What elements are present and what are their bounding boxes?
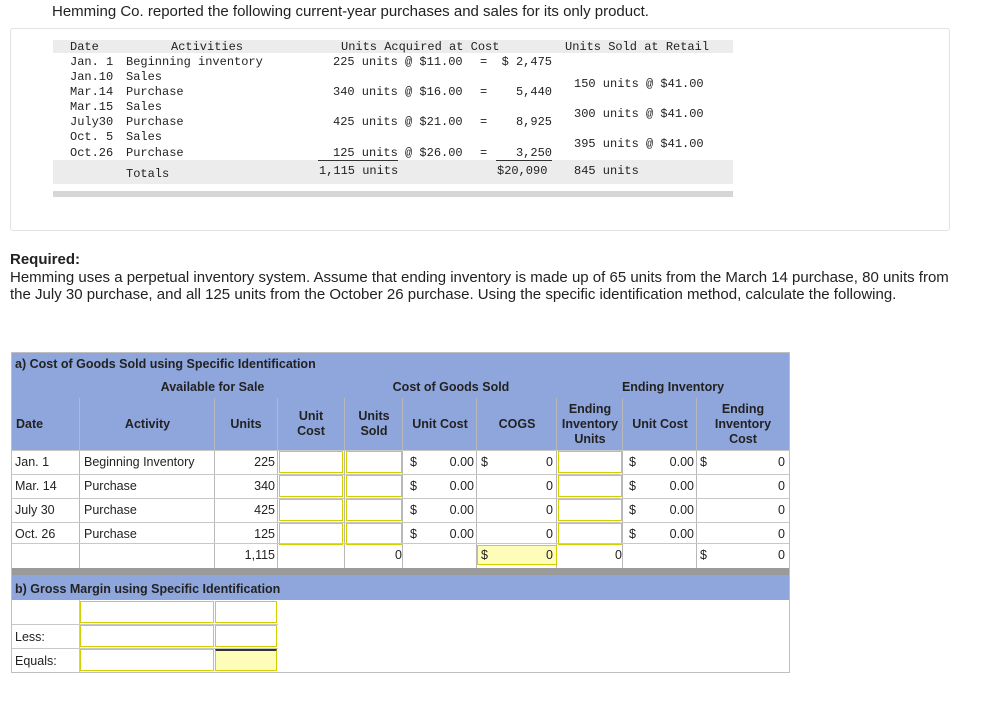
given-row-date: July30 xyxy=(70,115,114,129)
row-cogs: 0 xyxy=(546,479,553,493)
total-cogs: 0 xyxy=(546,548,553,562)
given-bottom-band xyxy=(53,191,733,197)
col-header-units-sold: Units Sold xyxy=(358,409,390,438)
required-section xyxy=(10,251,960,304)
section-separator xyxy=(12,568,789,575)
ending-units-input[interactable] xyxy=(558,475,622,497)
given-row-date: Oct.26 xyxy=(70,146,114,160)
unit-cost-input[interactable] xyxy=(279,523,343,545)
ending-units-input[interactable] xyxy=(558,499,622,521)
cogs-currency: $ xyxy=(481,455,488,469)
group-ending-inventory: Ending Inventory xyxy=(621,380,725,394)
row-date: July 30 xyxy=(15,503,55,517)
row-activity: Purchase xyxy=(84,503,137,517)
ending-cost-currency: $ xyxy=(700,455,707,469)
given-totals-cost: $20,090 xyxy=(497,164,548,178)
units-sold-input[interactable] xyxy=(346,475,402,497)
given-row-date: Jan. 1 xyxy=(70,55,114,69)
given-row-date: Mar.14 xyxy=(70,85,114,99)
gross-margin-label-2-input[interactable] xyxy=(80,625,214,647)
given-row-total: $ 2,475 xyxy=(501,55,552,69)
cogs-unit-cost-currency: $ xyxy=(410,527,417,541)
ending-unit-cost-currency: $ xyxy=(629,527,636,541)
given-row-date: Jan.10 xyxy=(70,70,114,84)
col-header-unit-cost: Unit Cost xyxy=(297,409,325,438)
group-cost-of-goods-sold: Cost of Goods Sold xyxy=(392,380,510,394)
given-row-acquired: 425 units @ $21.00 xyxy=(333,115,463,129)
ending-unit-cost-currency: $ xyxy=(629,455,636,469)
given-totals-sold: 845 units xyxy=(574,164,639,178)
col-header-cogs: COGS xyxy=(498,416,536,431)
row-activity: Purchase xyxy=(84,527,137,541)
col-header-ending-unit-cost: Unit Cost xyxy=(632,416,688,431)
group-available-for-sale: Available for Sale xyxy=(160,380,265,394)
ending-unit-cost: 0.00 xyxy=(669,455,694,469)
gross-margin-amount-1-input[interactable] xyxy=(215,601,277,623)
total-ending-cost-currency: $ xyxy=(700,548,707,562)
given-row-acquired: 340 units @ $16.00 xyxy=(333,85,463,99)
row-ending-cost: 0 xyxy=(778,527,785,541)
cogs-unit-cost-currency: $ xyxy=(410,479,417,493)
totals-row-top xyxy=(12,543,789,544)
total-units: 1,115 xyxy=(244,548,275,562)
col-header-units: Units xyxy=(230,416,262,431)
given-underline-cost xyxy=(496,160,552,161)
row-units: 225 xyxy=(254,455,275,469)
ending-units-input[interactable] xyxy=(558,451,622,473)
cogs-unit-cost: 0.00 xyxy=(449,527,474,541)
units-sold-input[interactable] xyxy=(346,499,402,521)
required-label: Required: xyxy=(10,251,81,268)
given-underline-units xyxy=(318,160,398,161)
row-date: Oct. 26 xyxy=(15,527,56,541)
row-ending-cost: 0 xyxy=(778,479,785,493)
gross-margin-amount-2-input[interactable] xyxy=(215,625,277,647)
row-ending-cost: 0 xyxy=(778,455,785,469)
part-a-title: a) Cost of Goods Sold using Specific Identification xyxy=(15,357,316,371)
given-header-sold: Units Sold at Retail xyxy=(565,40,710,54)
cogs-unit-cost: 0.00 xyxy=(449,455,474,469)
given-row-date: Mar.15 xyxy=(70,100,114,114)
row-date: Mar. 14 xyxy=(15,479,57,493)
row-units: 340 xyxy=(254,479,275,493)
gross-margin-label-1-input[interactable] xyxy=(80,601,214,623)
ending-units-input[interactable] xyxy=(558,523,622,545)
given-row-activity: Purchase xyxy=(126,115,184,129)
part-b-title: b) Gross Margin using Specific Identification xyxy=(15,582,281,596)
given-row-equals: = xyxy=(480,55,488,69)
ending-unit-cost: 0.00 xyxy=(669,527,694,541)
given-row-sold: 395 units @ $41.00 xyxy=(574,137,704,151)
given-row-date: Oct. 5 xyxy=(70,130,114,144)
given-header-activities: Activities xyxy=(171,40,244,54)
col-header-ending-cost: Ending Inventory Cost xyxy=(714,401,772,446)
row-cogs: 0 xyxy=(546,527,553,541)
ending-unit-cost-currency: $ xyxy=(629,479,636,493)
row-cogs: 0 xyxy=(546,455,553,469)
row-units: 125 xyxy=(254,527,275,541)
total-units-sold: 0 xyxy=(395,548,402,562)
total-ending-units: 0 xyxy=(615,548,622,562)
row-date: Jan. 1 xyxy=(15,455,50,469)
col-header-ending-units: Ending Inventory Units xyxy=(561,401,619,446)
row-activity: Purchase xyxy=(84,479,137,493)
given-totals-units: 1,115 units xyxy=(319,164,399,178)
given-header-acquired: Units Acquired at Cost xyxy=(341,40,500,54)
given-row-total: 5,440 xyxy=(515,85,552,99)
cogs-unit-cost-currency: $ xyxy=(410,455,417,469)
col-header-cogs-unit-cost: Unit Cost xyxy=(412,416,468,431)
given-row-sold: 150 units @ $41.00 xyxy=(574,77,704,91)
unit-cost-input[interactable] xyxy=(279,475,343,497)
given-row-acquired: 225 units @ $11.00 xyxy=(333,55,463,69)
units-sold-input[interactable] xyxy=(346,451,402,473)
given-row-sold: 300 units @ $41.00 xyxy=(574,107,704,121)
row-ending-cost: 0 xyxy=(778,503,785,517)
given-row-activity: Beginning inventory xyxy=(126,55,263,69)
cogs-unit-cost-currency: $ xyxy=(410,503,417,517)
given-row-acquired: 125 units @ $26.00 xyxy=(333,146,463,160)
total-cogs-currency: $ xyxy=(481,548,488,562)
equals-label: Equals: xyxy=(15,654,57,668)
given-row-equals: = xyxy=(480,85,488,99)
col-header-date: Date xyxy=(16,416,44,431)
given-row-total: 3,250 xyxy=(515,146,552,160)
unit-cost-input[interactable] xyxy=(279,451,343,473)
units-sold-input[interactable] xyxy=(346,523,402,545)
row-cogs: 0 xyxy=(546,503,553,517)
ending-unit-cost: 0.00 xyxy=(669,503,694,517)
given-header-date: Date xyxy=(70,40,99,54)
given-row-equals: = xyxy=(480,115,488,129)
intro-text: Hemming Co. reported the following current-year purchases and sales for its only product. xyxy=(52,3,649,20)
given-row-equals: = xyxy=(480,146,488,160)
ending-unit-cost-currency: $ xyxy=(629,503,636,517)
given-row-activity: Sales xyxy=(126,130,163,144)
given-row-activity: Sales xyxy=(126,100,163,114)
gross-margin-label-3-input[interactable] xyxy=(80,649,214,671)
gross-margin-total-input[interactable] xyxy=(215,649,277,671)
less-label: Less: xyxy=(15,630,45,644)
cogs-unit-cost: 0.00 xyxy=(449,479,474,493)
given-row-activity: Purchase xyxy=(126,146,184,160)
given-row-total: 8,925 xyxy=(515,115,552,129)
row-units: 425 xyxy=(254,503,275,517)
col-header-activity: Activity xyxy=(124,416,171,431)
given-row-activity: Purchase xyxy=(126,85,184,99)
ending-unit-cost: 0.00 xyxy=(669,479,694,493)
given-totals-label: Totals xyxy=(126,167,170,181)
total-ending-cost: 0 xyxy=(778,548,785,562)
cogs-unit-cost: 0.00 xyxy=(449,503,474,517)
row-activity: Beginning Inventory xyxy=(84,455,195,469)
unit-cost-input[interactable] xyxy=(279,499,343,521)
given-row-activity: Sales xyxy=(126,70,163,84)
required-text: Hemming uses a perpetual inventory system. Assume that ending inventory is made up of 65 units from the March 14 purchase, 80 units from the July 30 purchase, and all 125 units from the October 26 purchase. Using the specific identification method, calculate the following. xyxy=(10,268,949,303)
